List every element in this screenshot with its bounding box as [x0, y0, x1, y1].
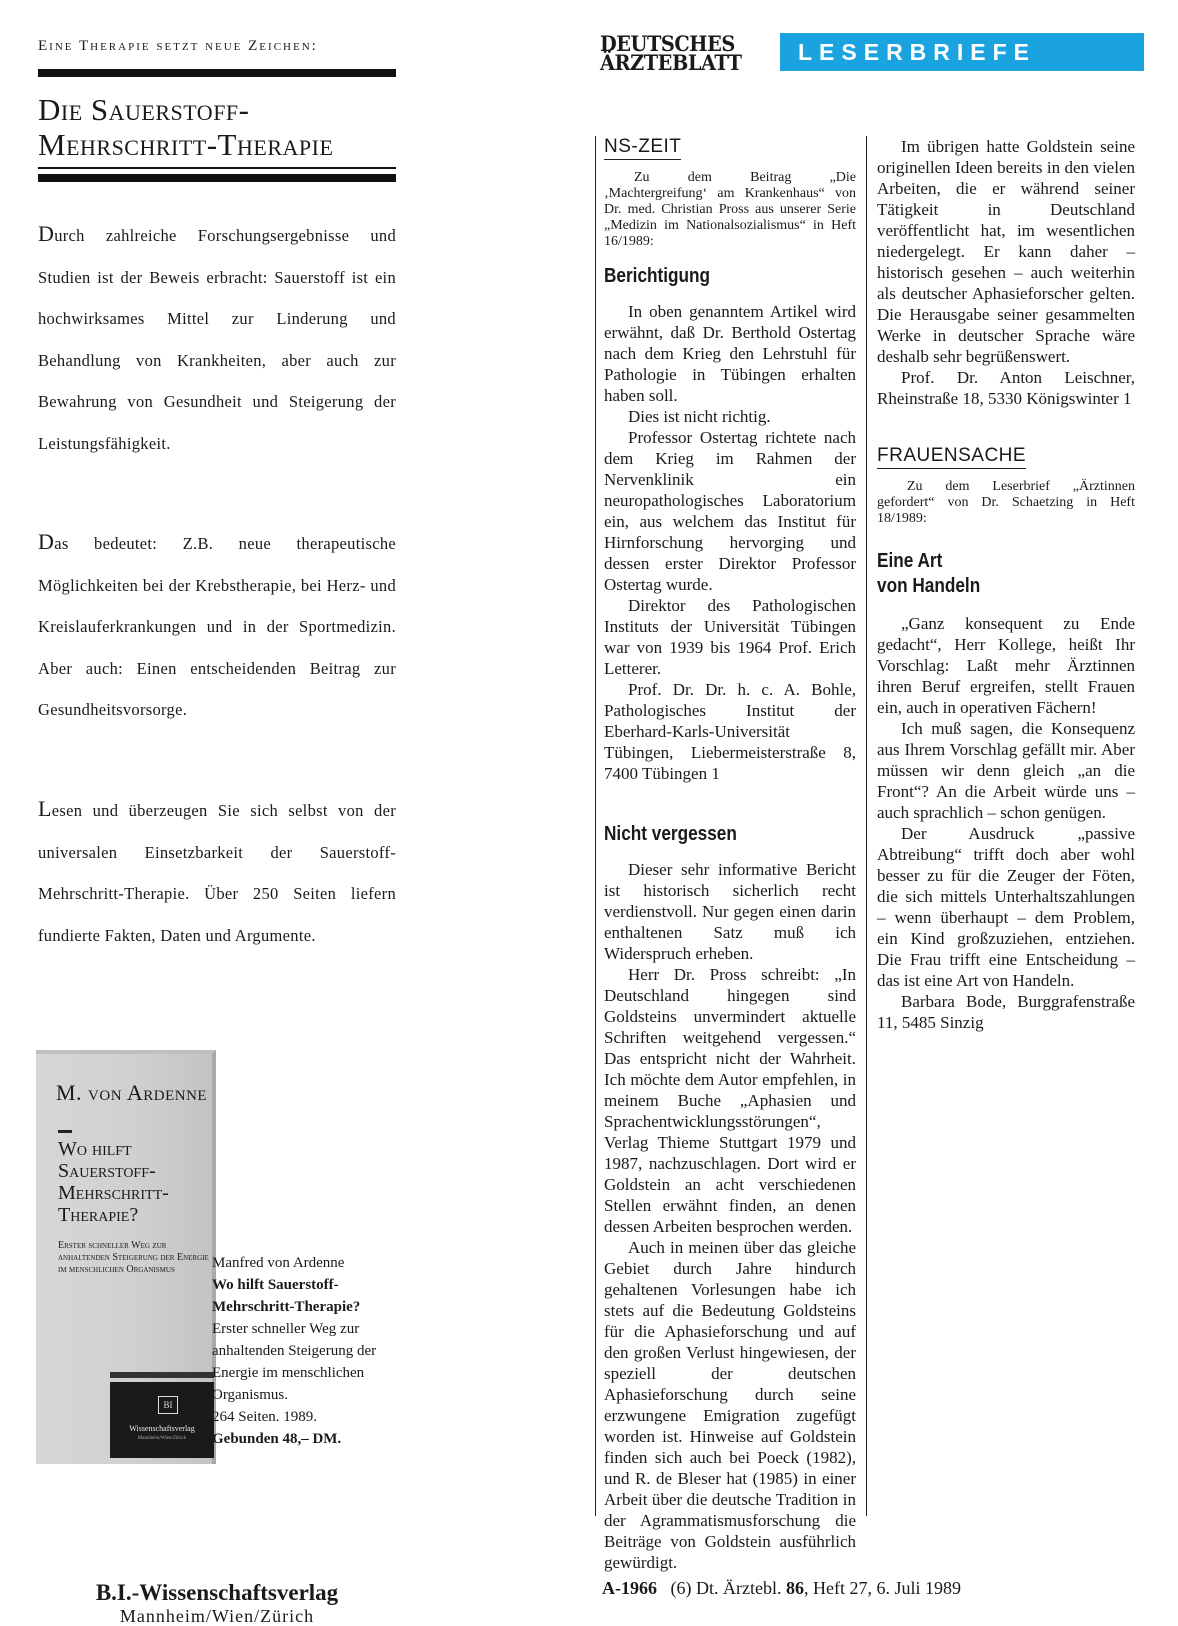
ad-paragraph-1: Durch zahlreiche Forschungsergebnisse und Studien ist der Beweis erbracht: Sauerstoff ist ein hochwirksames Mittel zur Linderung und Behandlung von Krankheiten, aber auch zur Bewahrung von Gesundheit und Steigerung der Leistungsfähigkeit. — [38, 221, 396, 453]
letter-paragraph: Auch in meinen über das gleiche Gebiet durch Jahre hindurch gehaltenen Vorlesungen habe ich stets auf die Bedeutung Goldsteins für die Aphasieforschung und auf den großen Verlust hingewiesen, der speziell der deutschen Aphasieforschung durch seine erzwungene Emigration zugefügt worden ist. Hinweise auf Goldstein finden sich auch bei Poeck (1982), und R. de Bleser hat (1985) in einer Arbeit über die deutsche Tradition in der Agrammatismusforschung die Beiträge von Goldstein ausführlich gewürdigt. — [604, 1238, 856, 1572]
book-cover-bar — [110, 1372, 214, 1378]
letter-paragraph: Im übrigen hatte Goldstein seine originellen Ideen bereits in den vielen Arbeiten, die er während seiner Tätigkeit in Deutschland veröffentlicht hat, im wesentlichen niedergelegt. Er kann daher – historisch gesehen – auch weiterhin als deutscher Aphasieforscher gelten. Die Herausgabe seiner gesammelten Werke in deutscher Sprache wäre deshalb sehr begrüßenswert. — [877, 137, 1135, 366]
letter-paragraph: Professor Ostertag richtete nach dem Krieg im Rahmen der Nervenklinik ein neuropathologisches Laboratorium ein, aus welchem das Institut für Hirnforschung hervorging und dessen erster Direktor Professor Ostertag wurde. — [604, 428, 856, 594]
letter-heading-eine-art: Eine Art von Handeln — [877, 550, 981, 597]
book-cover-dash — [58, 1130, 72, 1133]
book-cover-publisher-block — [110, 1382, 214, 1458]
ad-kicker: Eine Therapie setzt neue Zeichen: — [38, 38, 318, 54]
book-caption-author: Manfred von Ardenne — [212, 1255, 345, 1271]
book-cover-publisher: Wissenschaftsverlag — [129, 1424, 195, 1433]
book-caption-description: Erster schneller Weg zur anhaltenden Steigerung der Energie im menschlichen Organismus. — [212, 1321, 377, 1403]
letter-signature: Prof. Dr. Dr. h. c. A. Bohle, Pathologisches Institut der Eberhard-Karls-Universität Tübingen, Liebermeisterstraße 8, 7400 Tübingen 1 — [604, 680, 856, 783]
ad-headline-line2: Mehrschritt-Therapie — [38, 127, 334, 162]
masthead-line2: ÄRZTEBLATT — [600, 50, 742, 75]
book-caption — [212, 1252, 402, 1450]
section-heading-frauensache: FRAUENSACHE — [877, 445, 1026, 469]
section-bar — [780, 33, 1144, 71]
page-footer — [602, 1578, 1162, 1599]
ad-paragraph-3: Lesen und überzeugen Sie sich selbst von der universalen Einsetzbarkeit der Sauerstoff-Mehrschritt-Therapie. Über 250 Seiten liefern fundierte Fakten, Daten und Argumente. — [38, 796, 396, 945]
letter-paragraph: Der Ausdruck „passive Abtreibung“ trifft doch aber wohl besser zu für die Zeuger der Föten, die sich mittels Unterhaltszahlungen – wenn überhaupt – dem Problem, ein Kind großzuziehen, entziehen. Die Frau trifft eine Entscheidung – das ist eine Art von Handeln. — [877, 824, 1135, 990]
book-cover-title: Wo hilft Sauerstoff-Mehrschritt-Therapie? — [58, 1138, 169, 1226]
footer-page-number: A-1966 — [602, 1578, 657, 1598]
letter-heading-nicht-vergessen: Nicht vergessen — [604, 823, 737, 845]
book-cover-publisher-cities: Mannheim/Wien/Zürich — [137, 1436, 187, 1441]
publisher-name: B.I.-Wissenschaftsverlag — [95, 1580, 339, 1605]
book-cover-subtitle: Erster schneller Weg zur anhaltenden Steigerung der Energie im menschlichen Organismus — [58, 1240, 209, 1275]
intro-ns-zeit: Zu dem Beitrag „Die ‚Machtergreifung‘ am Krankenhaus“ von Dr. med. Christian Pross aus unserer Serie „Medizin im Nationalsozialismus“ in Heft 16/1989: — [604, 170, 856, 249]
publisher-cities: Mannheim/Wien/Zürich — [119, 1606, 315, 1626]
column-rule-middle — [866, 136, 867, 1516]
letter-heading-berichtigung: Berichtigung — [604, 265, 711, 287]
letter-paragraph: Dies ist nicht richtig. — [628, 407, 771, 426]
letter-paragraph: In oben genanntem Artikel wird erwähnt, daß Dr. Berthold Ostertag nach dem Krieg den Lehrstuhl für Pathologie in Tübingen erhalten haben soll. — [604, 302, 856, 405]
ad-rule-top — [38, 69, 396, 77]
letters-column-1 — [604, 136, 856, 1573]
column-rule-left — [595, 136, 596, 1516]
letter-paragraph: „Ganz konsequent zu Ende gedacht“, Herr Kollege, heißt Ihr Vorschlag: Laßt mehr Ärztinnen ihren Beruf ergreifen, stellt Frauen ein, auch in operativen Fächern! — [877, 614, 1135, 717]
masthead-line1: DEUTSCHES — [600, 31, 735, 56]
letter-signature: Prof. Dr. Anton Leischner, Rheinstraße 18, 5330 Königswinter 1 — [877, 368, 1135, 408]
footer-volume: 86 — [785, 1578, 804, 1598]
letter-paragraph: Direktor des Pathologischen Instituts der Universität Tübingen war von 1939 bis 1964 Prof. Erich Letterer. — [604, 596, 856, 678]
letter-paragraph: Ich muß sagen, die Konsequenz aus Ihrem Vorschlag gefällt mir. Aber müssen wir denn gleich „an die Front“? An die Arbeit würde uns – auch sprachlich – schon genügen. — [877, 719, 1135, 822]
book-caption-pages: 264 Seiten. 1989. — [212, 1409, 317, 1425]
ad-rule-mid — [38, 167, 396, 169]
book-cover-author: M. von Ardenne — [56, 1080, 208, 1105]
section-label: LESERBRIEFE — [798, 39, 1037, 65]
letter-signature: Barbara Bode, Burggrafenstraße 11, 5485 Sinzig — [877, 992, 1135, 1032]
masthead-logo — [600, 31, 744, 75]
ad-paragraph-2: Das bedeutet: Z.B. neue therapeutische Möglichkeiten bei der Krebstherapie, bei Herz- und Kreislauferkrankungen und in der Sportmedizin. Aber auch: Einen entscheidenden Beitrag zur Gesundheitsvorsorge. — [38, 529, 396, 719]
ad-headline-line1: Die Sauerstoff- — [38, 92, 250, 127]
ad-headline — [38, 92, 408, 162]
letter-paragraph: Herr Dr. Pross schreibt: „In Deutschland hingegen sind Goldsteins unvermindert aktuelle Schriften weitgehend vergessen.“ Das entspricht nicht der Wahrheit. Ich möchte dem Autor empfehlen, in meinem Buche „Aphasien und Sprachentwicklungsstörungen“, Verlag Thieme Stuttgart 1979 und 1987, nachzuschlagen. Dort wird er Goldstein an acht verschiedenen Stellen erwähnt finden, an denen dessen Arbeiten besprochen werden. — [604, 965, 856, 1236]
book-caption-price: Gebunden 48,– DM. — [212, 1431, 342, 1447]
ad-rule-bottom — [38, 174, 396, 182]
letter-paragraph: Dieser sehr informative Bericht ist historisch sicherlich recht verdienstvoll. Nur gegen einen darin enthaltenen Satz muß ich Widerspruch erheben. — [604, 860, 856, 963]
intro-frauensache: Zu dem Leserbrief „Ärztinnen gefordert“ von Dr. Schaetzing in Heft 18/1989: — [877, 479, 1135, 526]
section-heading-ns-zeit: NS-ZEIT — [604, 136, 681, 160]
footer-issue: , Heft 27, 6. Juli 1989 — [803, 1578, 961, 1598]
letters-column-2 — [877, 136, 1135, 1033]
book-cover — [36, 1050, 216, 1464]
footer-journal: (6) Dt. Ärztebl. — [670, 1578, 782, 1598]
book-caption-title: Wo hilft Sauerstoff-Mehrschritt-Therapie? — [212, 1277, 361, 1315]
publisher-logo-icon: BI — [158, 1396, 178, 1414]
